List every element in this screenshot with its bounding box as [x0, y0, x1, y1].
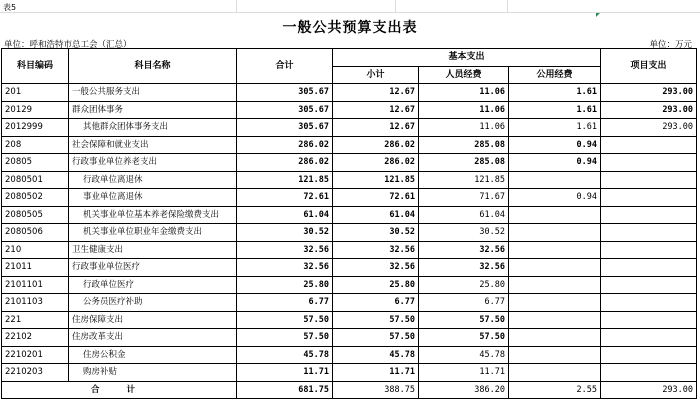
row-name[interactable]: 社会保障和就业支出	[69, 136, 237, 154]
table-row	[2, 364, 697, 382]
row-project[interactable]	[601, 206, 697, 224]
row-name[interactable]: 公务员医疗补助	[69, 294, 237, 312]
totals-personnel[interactable]: 386.20	[419, 381, 509, 399]
row-public[interactable]	[509, 206, 601, 224]
row-project[interactable]	[601, 364, 697, 382]
table-row	[2, 189, 697, 207]
table-row	[2, 154, 697, 172]
row-name[interactable]: 其他群众团体事务支出	[69, 119, 237, 137]
row-subtotal[interactable]: 286.02	[333, 154, 419, 172]
row-project[interactable]: 293.00	[601, 101, 697, 119]
spreadsheet-grid-line	[507, 0, 508, 12]
row-public[interactable]	[509, 294, 601, 312]
row-subtotal[interactable]: 12.67	[333, 84, 419, 102]
row-subtotal[interactable]: 61.04	[333, 206, 419, 224]
row-personnel[interactable]: 32.56	[419, 259, 509, 277]
row-subtotal[interactable]: 121.85	[333, 171, 419, 189]
row-project[interactable]: 293.00	[601, 84, 697, 102]
row-public[interactable]: 0.94	[509, 154, 601, 172]
row-code[interactable]: 20129	[2, 101, 69, 119]
row-public[interactable]	[509, 311, 601, 329]
header-basic[interactable]: 基本支出	[333, 49, 601, 67]
row-subtotal[interactable]: 72.61	[333, 189, 419, 207]
table-row	[2, 136, 697, 154]
row-personnel[interactable]: 45.78	[419, 346, 509, 364]
sheet-label: 表5	[3, 3, 17, 12]
row-name[interactable]: 行政事业单位养老支出	[69, 154, 237, 172]
row-project[interactable]	[601, 294, 697, 312]
row-subtotal[interactable]: 57.50	[333, 329, 419, 347]
row-public[interactable]	[509, 224, 601, 242]
header-name[interactable]: 科目名称	[69, 49, 237, 84]
budget-table	[1, 48, 697, 399]
row-total[interactable]: 121.85	[237, 171, 333, 189]
row-name[interactable]: 事业单位离退休	[69, 189, 237, 207]
row-subtotal[interactable]: 12.67	[333, 119, 419, 137]
row-personnel[interactable]: 121.85	[419, 171, 509, 189]
row-public[interactable]	[509, 329, 601, 347]
row-code[interactable]: 221	[2, 311, 69, 329]
row-code[interactable]: 2101101	[2, 276, 69, 294]
table-row	[2, 294, 697, 312]
header-code[interactable]: 科目编码	[2, 49, 69, 84]
row-code[interactable]: 20805	[2, 154, 69, 172]
row-code[interactable]: 208	[2, 136, 69, 154]
row-project[interactable]	[601, 346, 697, 364]
row-total[interactable]: 286.02	[237, 154, 333, 172]
totals-row	[2, 381, 697, 399]
row-total[interactable]: 305.67	[237, 101, 333, 119]
row-name[interactable]: 卫生健康支出	[69, 241, 237, 259]
row-personnel[interactable]: 61.04	[419, 206, 509, 224]
row-name[interactable]: 购房补贴	[69, 364, 237, 382]
row-personnel[interactable]: 71.67	[419, 189, 509, 207]
row-public[interactable]	[509, 171, 601, 189]
row-personnel[interactable]: 32.56	[419, 241, 509, 259]
table-row	[2, 119, 697, 137]
spreadsheet-grid-line	[0, 12, 700, 13]
row-personnel[interactable]: 285.08	[419, 136, 509, 154]
unit-organization: 单位：呼和浩特市总工会（汇总）	[4, 40, 132, 50]
row-total[interactable]: 305.67	[237, 84, 333, 102]
row-project[interactable]	[601, 276, 697, 294]
row-name[interactable]: 一般公共服务支出	[69, 84, 237, 102]
row-project[interactable]	[601, 136, 697, 154]
totals-total[interactable]: 681.75	[237, 381, 333, 399]
row-personnel[interactable]: 57.50	[419, 311, 509, 329]
row-total[interactable]: 25.80	[237, 276, 333, 294]
row-name[interactable]: 行政单位医疗	[69, 276, 237, 294]
table-row	[2, 241, 697, 259]
row-total[interactable]: 6.77	[237, 294, 333, 312]
totals-public[interactable]: 2.55	[509, 381, 601, 399]
row-code[interactable]: 2080505	[2, 206, 69, 224]
row-public[interactable]	[509, 241, 601, 259]
row-total[interactable]: 32.56	[237, 259, 333, 277]
row-subtotal[interactable]: 45.78	[333, 346, 419, 364]
row-total[interactable]: 57.50	[237, 311, 333, 329]
table-row	[2, 206, 697, 224]
table-row	[2, 346, 697, 364]
row-project[interactable]	[601, 171, 697, 189]
row-project[interactable]	[601, 224, 697, 242]
row-public[interactable]: 0.94	[509, 189, 601, 207]
row-code[interactable]: 2080506	[2, 224, 69, 242]
row-public[interactable]: 1.61	[509, 119, 601, 137]
header-public[interactable]: 公用经费	[509, 66, 601, 84]
row-code[interactable]: 210	[2, 241, 69, 259]
row-personnel[interactable]: 11.71	[419, 364, 509, 382]
table-row	[2, 224, 697, 242]
row-personnel[interactable]: 11.06	[419, 119, 509, 137]
header-personnel[interactable]: 人员经费	[419, 66, 509, 84]
header-total[interactable]: 合计	[237, 49, 333, 84]
row-total[interactable]: 45.78	[237, 346, 333, 364]
totals-project[interactable]: 293.00	[601, 381, 697, 399]
row-public[interactable]: 1.61	[509, 101, 601, 119]
row-project[interactable]: 293.00	[601, 119, 697, 137]
row-personnel[interactable]: 30.52	[419, 224, 509, 242]
row-total[interactable]: 32.56	[237, 241, 333, 259]
row-subtotal[interactable]: 286.02	[333, 136, 419, 154]
row-code[interactable]: 2101103	[2, 294, 69, 312]
row-name[interactable]: 行政事业单位医疗	[69, 259, 237, 277]
row-total[interactable]: 286.02	[237, 136, 333, 154]
row-name[interactable]: 行政单位离退休	[69, 171, 237, 189]
row-subtotal[interactable]: 6.77	[333, 294, 419, 312]
table-row	[2, 84, 697, 102]
row-project[interactable]	[601, 189, 697, 207]
row-public[interactable]: 0.94	[509, 136, 601, 154]
row-project[interactable]	[601, 241, 697, 259]
row-subtotal[interactable]: 11.71	[333, 364, 419, 382]
table-row	[2, 171, 697, 189]
totals-label[interactable]: 合 计	[2, 381, 237, 399]
row-code[interactable]: 2210203	[2, 364, 69, 382]
row-personnel[interactable]: 11.06	[419, 84, 509, 102]
row-code[interactable]: 201	[2, 84, 69, 102]
row-name[interactable]: 群众团体事务	[69, 101, 237, 119]
row-total[interactable]: 30.52	[237, 224, 333, 242]
header-subtotal[interactable]: 小计	[333, 66, 419, 84]
row-subtotal[interactable]: 32.56	[333, 259, 419, 277]
row-total[interactable]: 72.61	[237, 189, 333, 207]
row-project[interactable]	[601, 311, 697, 329]
row-public[interactable]	[509, 364, 601, 382]
row-personnel[interactable]: 11.06	[419, 101, 509, 119]
table-row	[2, 101, 697, 119]
row-name[interactable]: 住房保障支出	[69, 311, 237, 329]
table-row	[2, 329, 697, 347]
row-personnel[interactable]: 25.80	[419, 276, 509, 294]
row-name[interactable]: 机关事业单位基本养老保险缴费支出	[69, 206, 237, 224]
page-title: 一般公共预算支出表	[282, 20, 418, 36]
totals-subtotal[interactable]: 388.75	[333, 381, 419, 399]
table-row	[2, 259, 697, 277]
row-public[interactable]	[509, 276, 601, 294]
row-total[interactable]: 61.04	[237, 206, 333, 224]
row-code[interactable]: 21011	[2, 259, 69, 277]
row-subtotal[interactable]: 12.67	[333, 101, 419, 119]
row-name[interactable]: 住房公积金	[69, 346, 237, 364]
row-public[interactable]: 1.61	[509, 84, 601, 102]
row-code[interactable]: 2080502	[2, 189, 69, 207]
row-name[interactable]: 机关事业单位职业年金缴费支出	[69, 224, 237, 242]
row-personnel[interactable]: 285.08	[419, 154, 509, 172]
row-code[interactable]: 22102	[2, 329, 69, 347]
row-subtotal[interactable]: 57.50	[333, 311, 419, 329]
row-personnel[interactable]: 6.77	[419, 294, 509, 312]
table-row	[2, 276, 697, 294]
row-code[interactable]: 2210201	[2, 346, 69, 364]
table-row	[2, 311, 697, 329]
row-subtotal[interactable]: 30.52	[333, 224, 419, 242]
row-public[interactable]	[509, 259, 601, 277]
row-project[interactable]	[601, 154, 697, 172]
unit-currency: 单位：万元	[649, 40, 692, 50]
row-total[interactable]: 57.50	[237, 329, 333, 347]
row-name[interactable]: 住房改革支出	[69, 329, 237, 347]
row-project[interactable]	[601, 259, 697, 277]
header-project[interactable]: 项目支出	[601, 49, 697, 84]
spreadsheet-grid-line	[395, 0, 396, 12]
spreadsheet-grid-line	[236, 0, 237, 12]
row-code[interactable]: 2080501	[2, 171, 69, 189]
row-project[interactable]	[601, 329, 697, 347]
row-subtotal[interactable]: 25.80	[333, 276, 419, 294]
row-subtotal[interactable]: 32.56	[333, 241, 419, 259]
row-personnel[interactable]: 57.50	[419, 329, 509, 347]
row-public[interactable]	[509, 346, 601, 364]
row-total[interactable]: 305.67	[237, 119, 333, 137]
row-code[interactable]: 2012999	[2, 119, 69, 137]
row-total[interactable]: 11.71	[237, 364, 333, 382]
